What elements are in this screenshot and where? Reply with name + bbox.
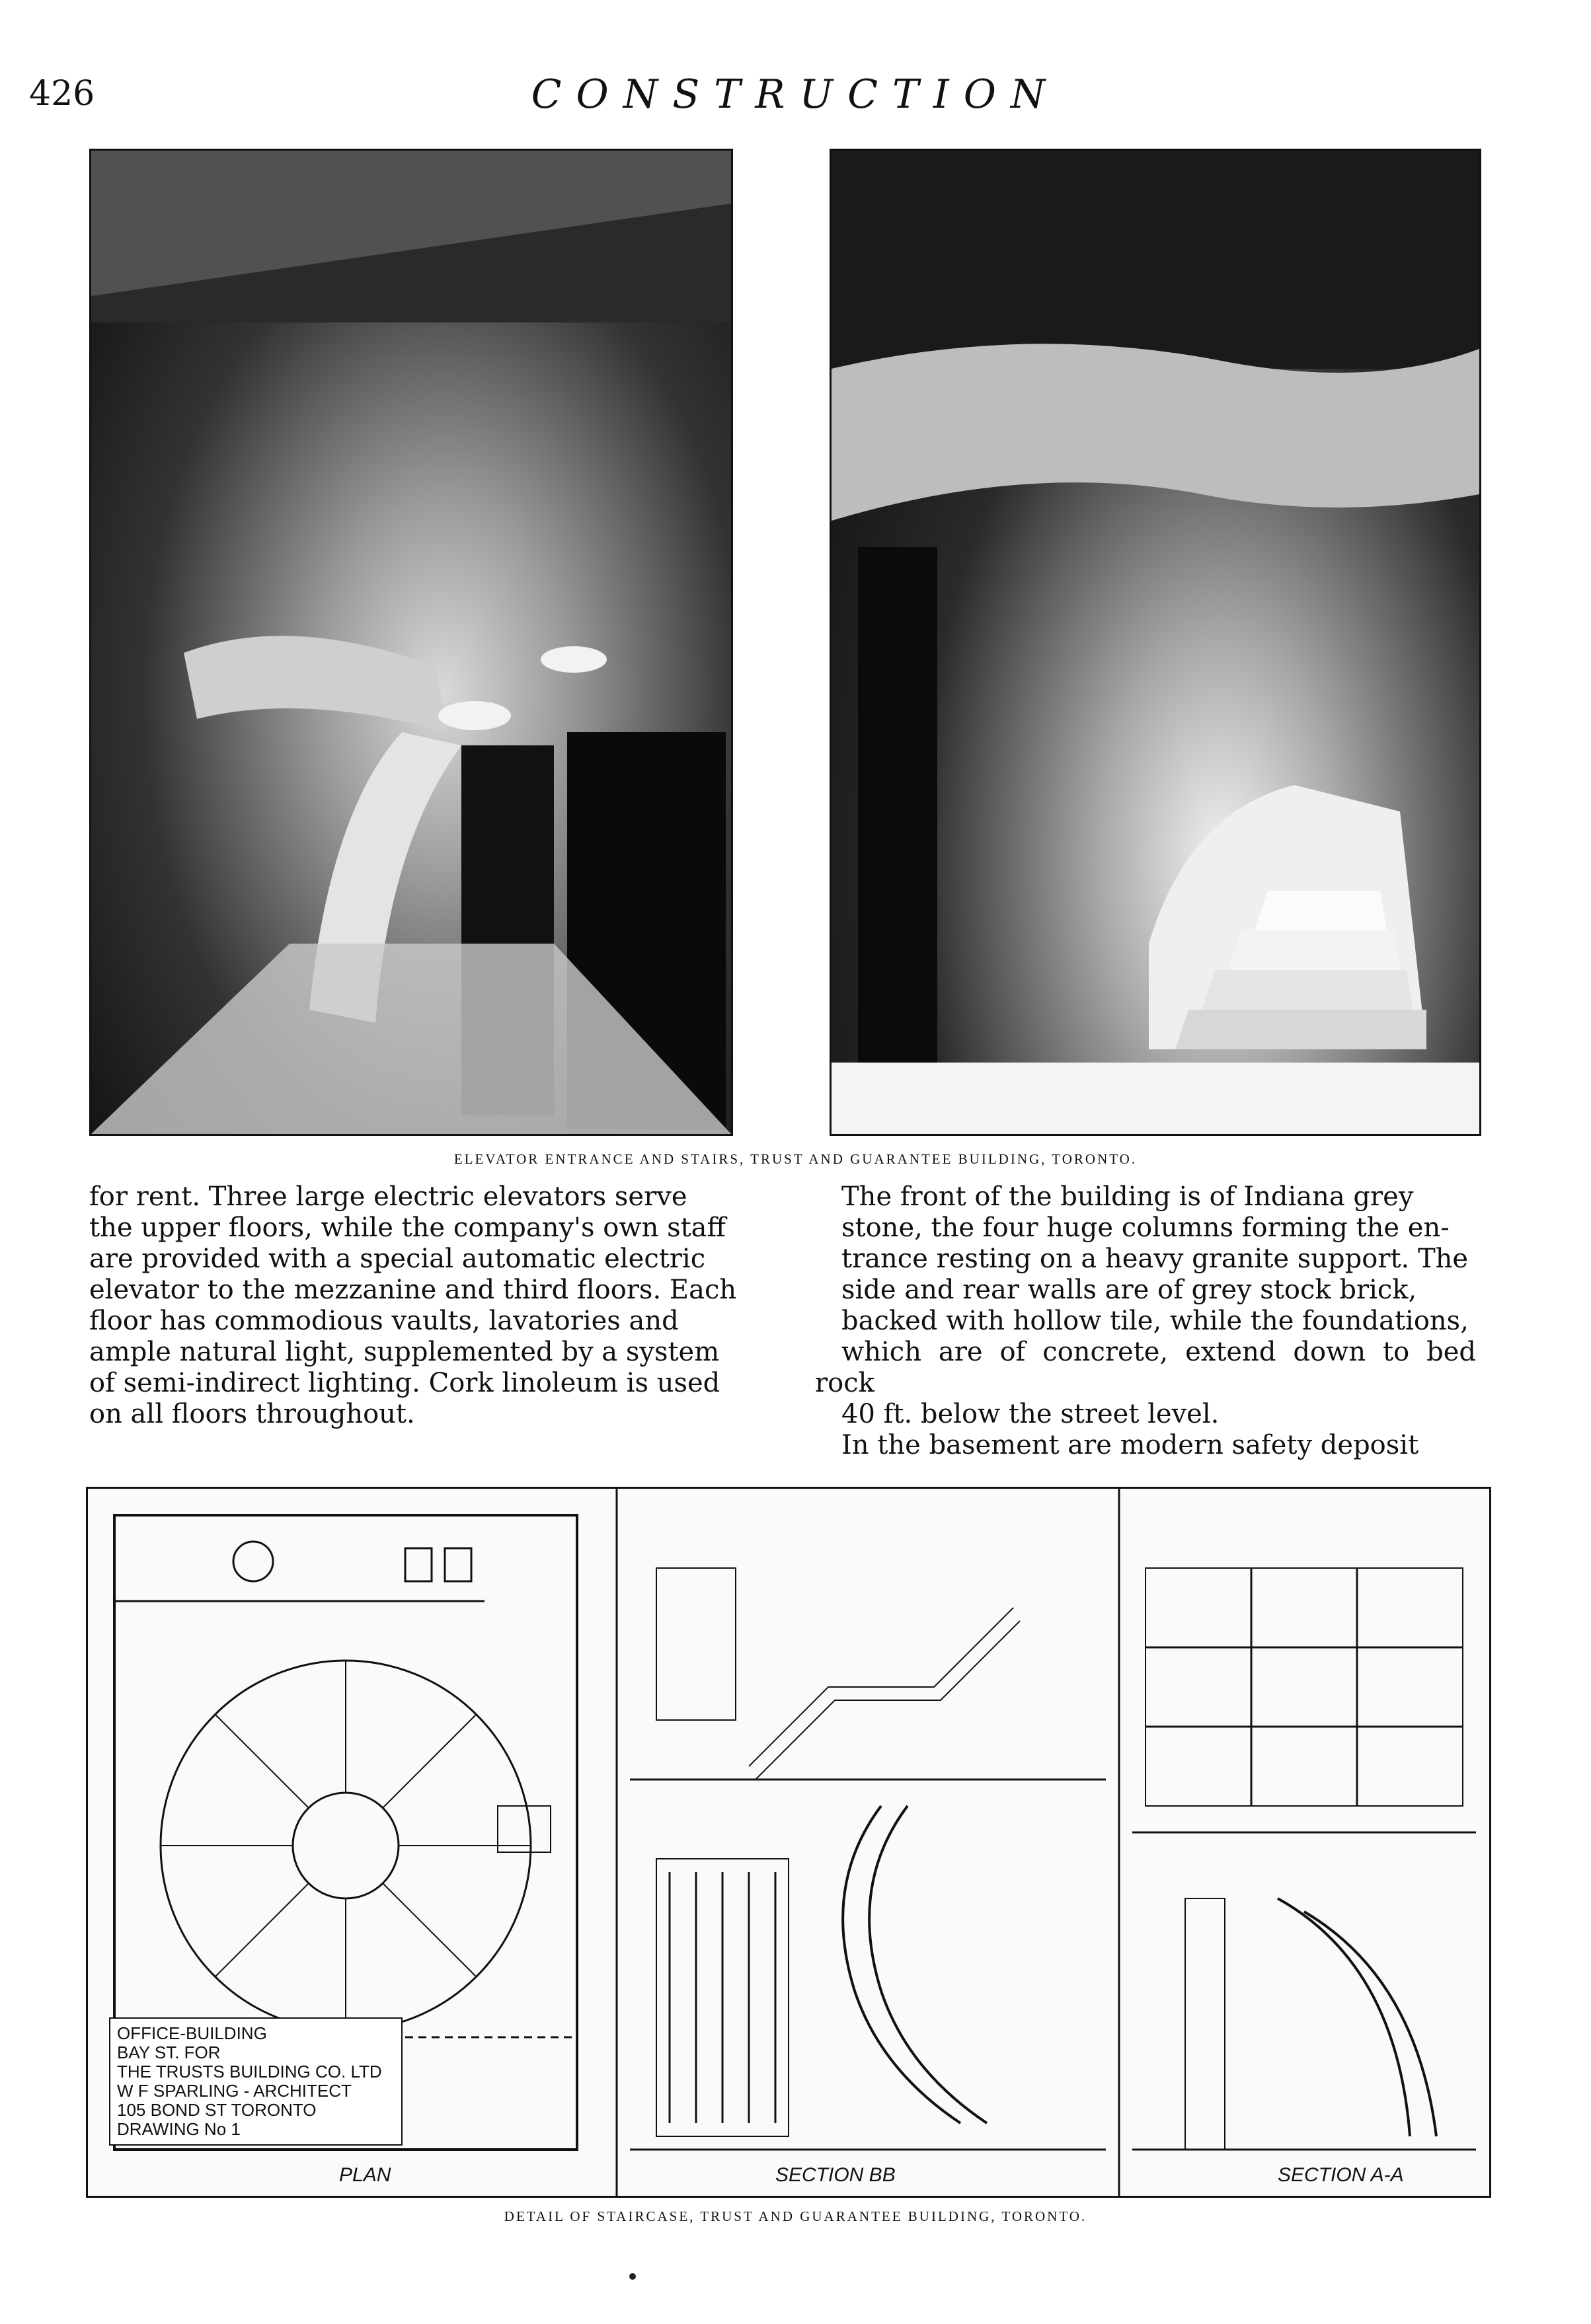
text-line: are provided with a special automatic electric	[89, 1244, 706, 1274]
title-block-line: OFFICE-BUILDING	[117, 2023, 267, 2043]
text-line: 40 ft. below the street level.	[841, 1399, 1220, 1429]
view-label-section-aa: SECTION A-A	[1278, 2164, 1404, 2186]
photos-caption: ELEVATOR ENTRANCE AND STAIRS, TRUST AND GUARANTEE BUILDING, TORONTO.	[453, 1151, 1138, 1167]
text-line: which are of concrete, extend down to bed rock	[815, 1337, 1476, 1398]
running-head: CONSTRUCTION	[531, 71, 1060, 118]
text-line: for rent. Three large electric elevators serve	[89, 1181, 687, 1212]
paragraph	[815, 1181, 1476, 1430]
text-line: the upper floors, while the company's own staff	[89, 1213, 726, 1243]
photo-elevator-entrance	[89, 149, 733, 1136]
text-line: trance resting on a heavy granite support. The	[841, 1244, 1469, 1274]
title-block-line: DRAWING No 1	[117, 2119, 241, 2139]
text-line: stone, the four huge columns forming the en-	[841, 1213, 1450, 1243]
drawing-title-block	[109, 2017, 403, 2146]
text-line: of semi-indirect lighting. Cork linoleum is used	[89, 1368, 720, 1398]
text-line: backed with hollow tile, while the foundations,	[841, 1306, 1469, 1336]
text-line: elevator to the mezzanine and third floors. Each	[89, 1275, 737, 1305]
text-line: on all floors throughout.	[89, 1399, 415, 1429]
text-line: floor has commodious vaults, lavatories and	[89, 1306, 679, 1336]
photo-elevator-entrance-illustration	[91, 151, 731, 1134]
title-block-line: THE TRUSTS BUILDING CO. LTD	[117, 2062, 382, 2081]
title-block-line: W F SPARLING - ARCHITECT	[117, 2081, 352, 2101]
drawings-caption: DETAIL OF STAIRCASE, TRUST AND GUARANTEE BUILDING, TORONTO.	[504, 2208, 1087, 2224]
text-line: The front of the building is of Indiana grey	[841, 1181, 1414, 1212]
photo-spiral-staircase	[830, 149, 1481, 1136]
staircase-detail-drawing	[86, 1487, 1491, 2198]
paragraph	[89, 1181, 750, 1430]
text-line: In the basement are modern safety deposit	[841, 1430, 1419, 1460]
body-column-left	[89, 1181, 750, 1430]
page-number: 426	[29, 74, 95, 114]
paragraph	[815, 1430, 1476, 1461]
photo-spiral-staircase-illustration	[832, 151, 1479, 1134]
printer-mark	[629, 2273, 636, 2280]
view-label-plan: PLAN	[339, 2164, 391, 2186]
view-label-section-bb: SECTION BB	[775, 2164, 896, 2186]
body-column-right	[815, 1181, 1476, 1461]
text-line: ample natural light, supplemented by a system	[89, 1337, 720, 1367]
title-block-line: BAY ST. FOR	[117, 2043, 221, 2062]
text-line: side and rear walls are of grey stock brick,	[841, 1275, 1417, 1305]
title-block-line: 105 BOND ST TORONTO	[117, 2100, 317, 2120]
